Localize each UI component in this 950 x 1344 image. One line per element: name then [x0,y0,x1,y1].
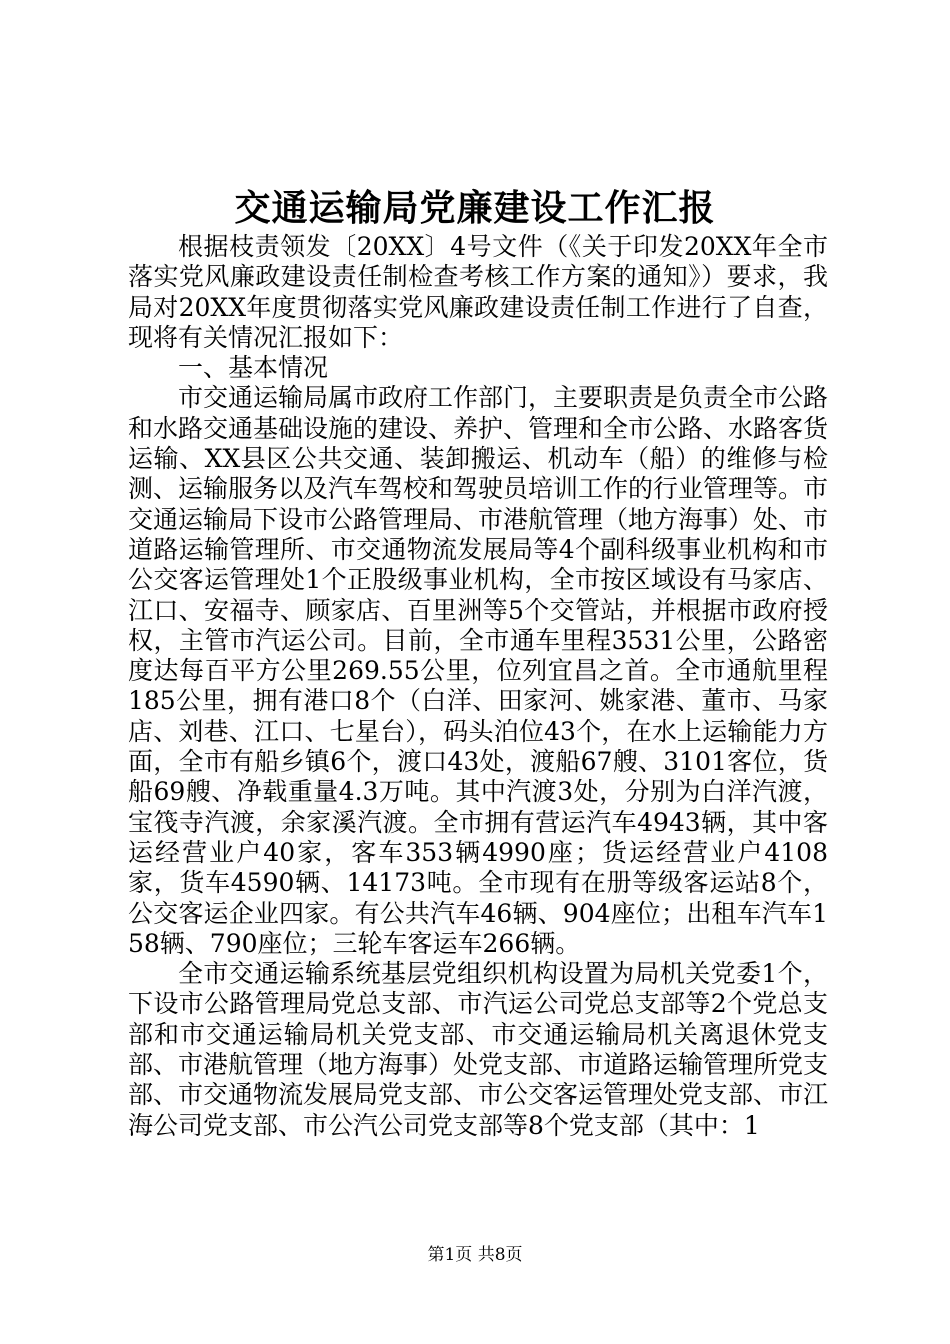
intro-paragraph: 根据枝责领发〔20XX〕4号文件（《关于印发20XX年全市落实党风廉政建设责任制检查考核工作方案的通知》）要求，我局对20XX年度贯彻落实党风廉政建设责任制工作进行了自查，现将有关情况汇报如下： [128,232,828,352]
document-body [128,232,828,1141]
section-heading: 一、基本情况 [178,353,329,383]
document-title: 交通运输局党廉建设工作汇报 [234,187,716,229]
page-footer: 第1页 共8页 [427,1245,523,1265]
party-org-paragraph: 全市交通运输系统基层党组织机构设置为局机关党委1个，下设市公路管理局党总支部、市汽运公司党总支部等2个党总支部和市交通运输局机关党支部、市交通运输局机关离退休党支部、市港航管理（地方海事）处党支部、市道路运输管理所党支部、市交通物流发展局党支部、市公交客运管理处党支部、市江海公司党支部、市公汽公司党支部等8个党支部（其中：1 [128,959,829,1140]
basic-info-paragraph: 市交通运输局属市政府工作部门，主要职责是负责全市公路和水路交通基础设施的建设、养护、管理和全市公路、水路客货运输、XX县区公共交通、装卸搬运、机动车（船）的维修与检测、运输服务以及汽车驾校和驾驶员培训工作的行业管理等。市交通运输局下设市公路管理局、市港航管理（地方海事）处、市道路运输管理所、市交通物流发展局等4个副科级事业机构和市公交客运管理处1个正股级事业机构，全市按区域设有马家店、江口、安福寺、顾家店、百里洲等5个交管站，并根据市政府授权，主管市汽运公司。目前，全市通车里程3531公里，公路密度达每百平方公里269.55公里，位列宜昌之首。全市通航里程185公里，拥有港口8个（白洋、田家河、姚家港、董市、马家店、刘巷、江口、七星台），码头泊位43个，在水上运输能力方面，全市有船乡镇6个，渡口43处，渡船67艘、3101客位，货船69艘、净载重量4.3万吨。其中汽渡3处，分别为白洋汽渡，宝筏寺汽渡，余家溪汽渡。全市拥有营运汽车4943辆，其中客运经营业户40家，客车353辆4990座；货运经营业户4108家，货车4590辆、14173吨。全市现有在册等级客运站8个，公交客运企业四家。有公共汽车46辆、904座位；出租车汽车158辆、790座位；三轮车客运车266辆。 [128,383,829,958]
